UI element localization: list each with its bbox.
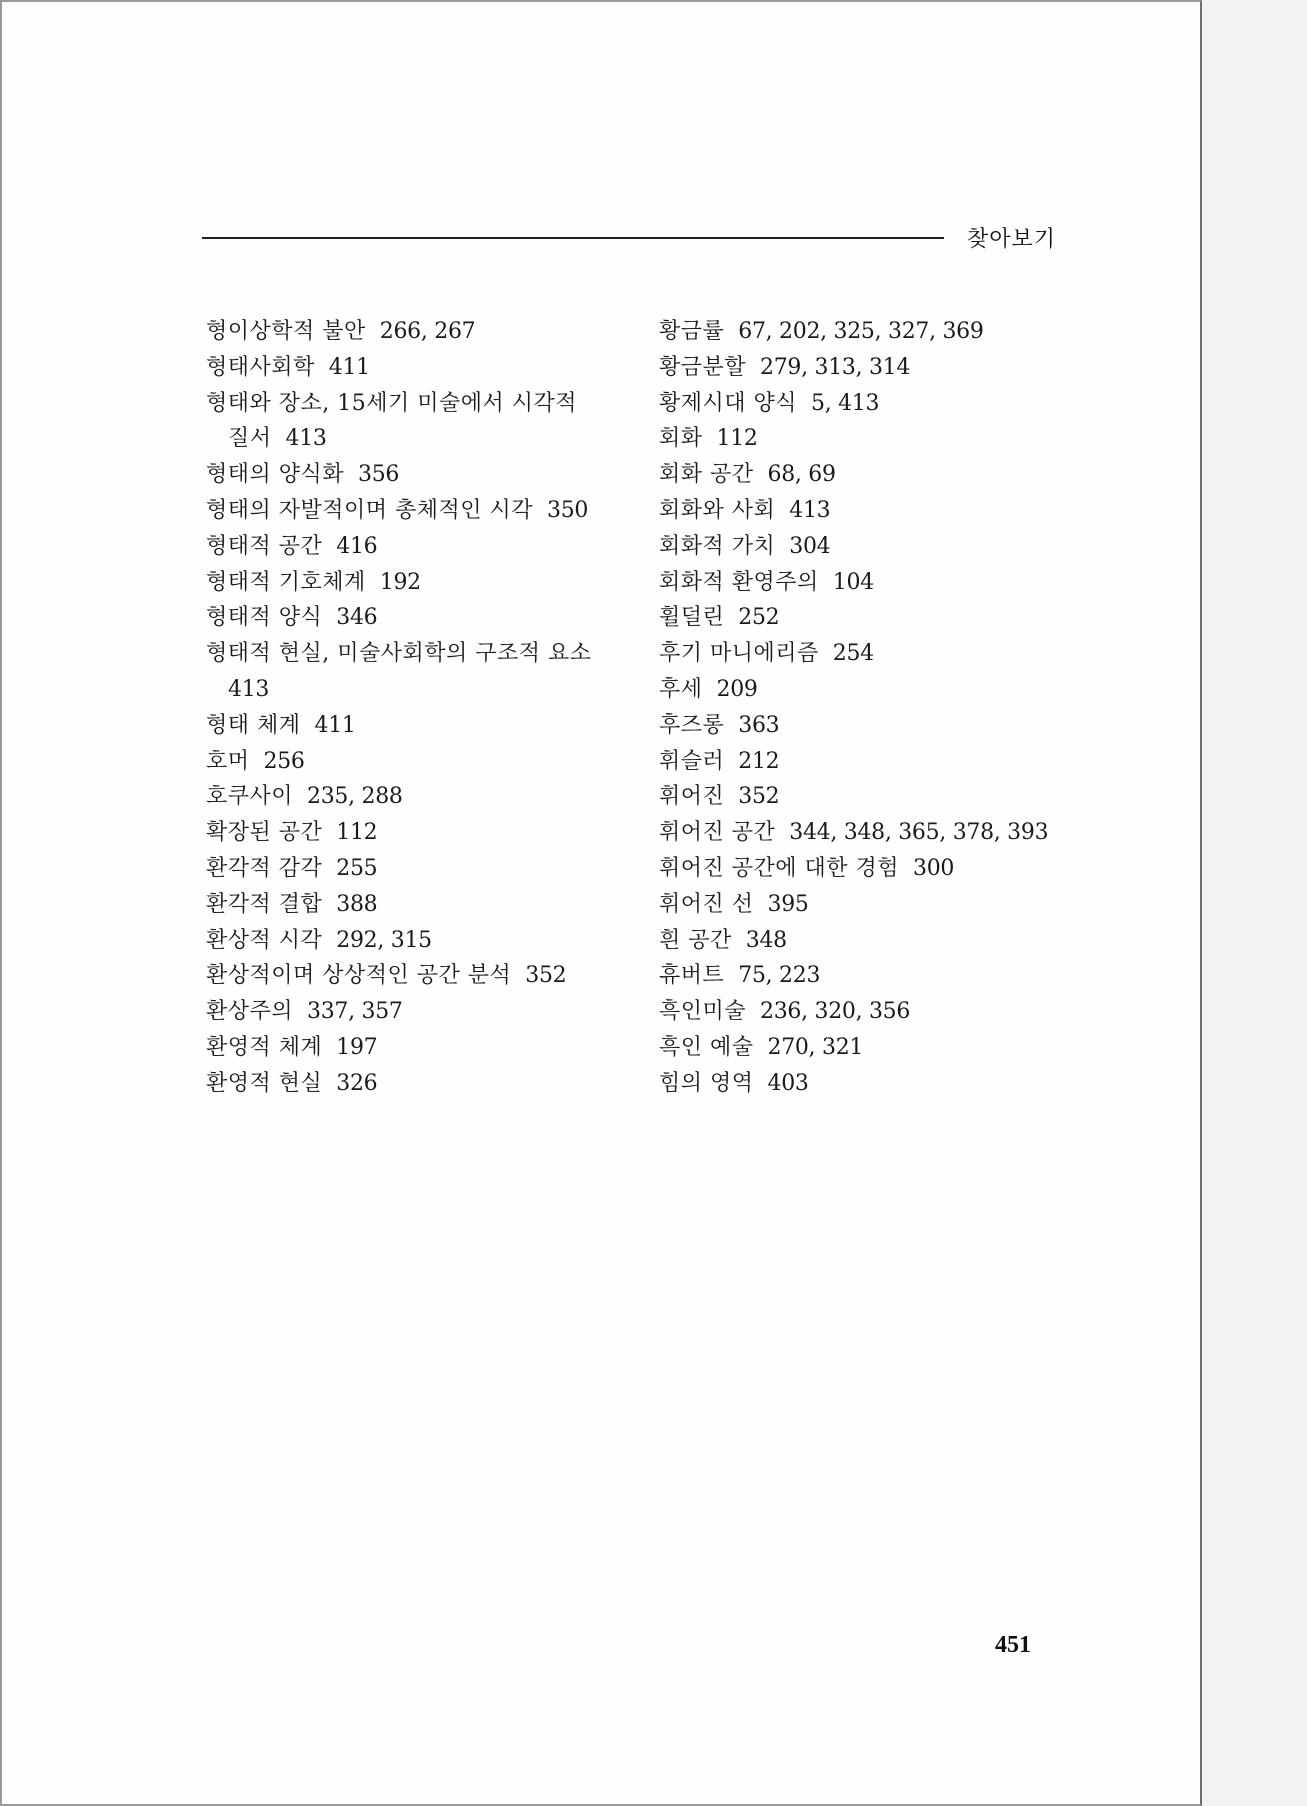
index-entry [659,457,1109,493]
index-entry [659,994,1109,1030]
index-term: 호쿠사이 [206,784,294,810]
index-page-refs: 411 [314,712,356,738]
index-entry [659,923,1109,959]
index-page-refs: 270, 321 [767,1034,864,1060]
index-entry [206,600,646,636]
index-term: 형태적 공간 [206,533,323,559]
index-term: 후즈롱 [659,712,725,738]
index-page-refs: 266, 267 [379,319,476,344]
index-entry [206,815,646,851]
index-entry [206,744,646,780]
index-entry [659,708,1109,744]
index-entry [206,851,646,887]
index-page-refs: 192 [379,569,421,595]
index-page-refs: 411 [328,354,370,380]
index-page-refs: 413 [228,676,270,702]
index-entry [206,708,646,744]
running-header-title: 찾아보기 [967,227,1057,252]
index-entry [206,314,646,350]
index-term: 회화적 환영주의 [659,569,819,595]
index-entry [659,815,1109,851]
index-term: 환상적 시각 [206,927,323,953]
page-number: 451 [995,1632,1031,1658]
index-term: 휘어진 공간에 대한 경험 [659,855,900,881]
index-term: 휴버트 [659,963,725,989]
index-page-refs: 112 [336,820,378,846]
index-page-refs: 212 [738,748,780,774]
index-entry-continuation [206,672,646,708]
index-entry [659,565,1109,601]
index-term: 휘어진 선 [659,891,754,917]
index-entry [206,565,646,601]
index-term: 형태와 장소, 15세기 미술에서 시각적 [206,390,577,416]
index-page-refs: 104 [832,569,874,595]
index-term: 흑인 예술 [659,1034,754,1060]
index-page-refs: 416 [336,533,378,559]
index-page-refs: 352 [525,963,567,989]
index-entry [659,421,1109,457]
index-term: 형이상학적 불안 [206,319,366,344]
index-entry [659,958,1109,994]
index-term: 형태적 기호체계 [206,569,366,595]
index-entry-continuation [206,421,646,457]
index-entry [659,600,1109,636]
index-term: 힘의 영역 [659,1070,754,1096]
index-entry [659,314,1109,350]
index-term: 형태의 자발적이며 총체적인 시각 [206,497,534,523]
index-entry [659,636,1109,672]
index-entry [206,636,646,672]
index-term: 회화 [659,426,703,452]
index-term: 회화적 가치 [659,533,776,559]
index-entry [206,493,646,529]
index-term: 휠덜린 [659,605,725,631]
index-entry [206,958,646,994]
index-page-refs: 279, 313, 314 [760,354,911,380]
index-entry [659,887,1109,923]
index-term: 회화와 사회 [659,497,776,523]
index-entry [659,851,1109,887]
index-term: 형태적 양식 [206,605,323,631]
index-page-refs: 395 [767,891,809,917]
index-page-refs: 300 [913,855,955,881]
index-page-refs: 75, 223 [738,963,821,989]
index-term: 후기 마니에리즘 [659,641,819,667]
index-column-right [659,314,1109,1102]
index-page-refs: 252 [738,605,780,631]
index-term: 회화 공간 [659,462,754,488]
index-entry [659,493,1109,529]
index-term: 환영적 현실 [206,1070,323,1096]
index-term: 휘슬러 [659,748,725,774]
index-term: 황금률 [659,319,725,344]
index-page-refs: 255 [336,855,378,881]
index-entry [206,386,646,422]
index-page-refs: 67, 202, 325, 327, 369 [738,319,984,344]
index-entry [206,994,646,1030]
index-term: 후세 [659,676,703,702]
index-entry [206,1066,646,1102]
index-page-refs: 363 [738,712,780,738]
index-page-refs: 326 [336,1070,378,1096]
header-rule [202,237,944,239]
index-page-refs: 337, 357 [307,999,403,1025]
index-page-refs: 344, 348, 365, 378, 393 [789,820,1049,846]
index-term: 환각적 감각 [206,855,323,881]
index-entry [659,1030,1109,1066]
index-term: 휘어진 공간 [659,820,776,846]
index-page-refs: 350 [547,497,589,523]
index-page-refs: 5, 413 [811,390,880,416]
index-page-refs: 197 [336,1034,378,1060]
index-term: 질서 [228,426,272,452]
index-page-refs: 112 [716,426,758,452]
index-page-refs: 413 [789,497,831,523]
index-page-refs: 68, 69 [767,462,836,488]
index-term: 형태 체계 [206,712,301,738]
index-entry [206,350,646,386]
index-term: 환상주의 [206,999,294,1025]
index-page-refs: 292, 315 [336,927,432,953]
index-term: 황제시대 양식 [659,390,798,416]
index-entry [206,1030,646,1066]
index-page-refs: 413 [285,426,327,452]
index-page-refs: 352 [738,784,780,810]
index-page-refs: 254 [832,641,874,667]
index-term: 환상적이며 상상적인 공간 분석 [206,963,512,989]
index-term: 휘어진 [659,784,725,810]
index-term: 형태의 양식화 [206,462,345,488]
index-term: 확장된 공간 [206,820,323,846]
index-entry [206,457,646,493]
index-term: 황금분할 [659,354,747,380]
index-entry [206,529,646,565]
index-page-refs: 304 [789,533,831,559]
index-page-refs: 388 [336,891,378,917]
viewer-margin [1202,0,1307,1806]
index-entry [659,779,1109,815]
index-column-left [206,314,646,1102]
index-page-refs: 235, 288 [307,784,403,810]
index-entry [659,1066,1109,1102]
index-page-refs: 403 [767,1070,809,1096]
index-page-refs: 236, 320, 356 [760,999,911,1025]
index-term: 형태사회학 [206,354,315,380]
index-term: 흰 공간 [659,927,732,953]
index-entry [659,529,1109,565]
index-entry [659,386,1109,422]
index-page-refs: 356 [358,462,400,488]
index-entry [206,779,646,815]
index-term: 흑인미술 [659,999,747,1025]
index-page-refs: 256 [263,748,305,774]
index-entry [206,923,646,959]
index-entry [659,350,1109,386]
index-term: 환영적 체계 [206,1034,323,1060]
index-entry [659,672,1109,708]
index-term: 환각적 결합 [206,891,323,917]
index-page-refs: 346 [336,605,378,631]
index-page-refs: 209 [716,676,758,702]
index-entry [206,887,646,923]
index-page-refs: 348 [745,927,787,953]
index-term: 호머 [206,748,250,774]
index-entry [659,744,1109,780]
index-term: 형태적 현실, 미술사회학의 구조적 요소 [206,641,592,667]
